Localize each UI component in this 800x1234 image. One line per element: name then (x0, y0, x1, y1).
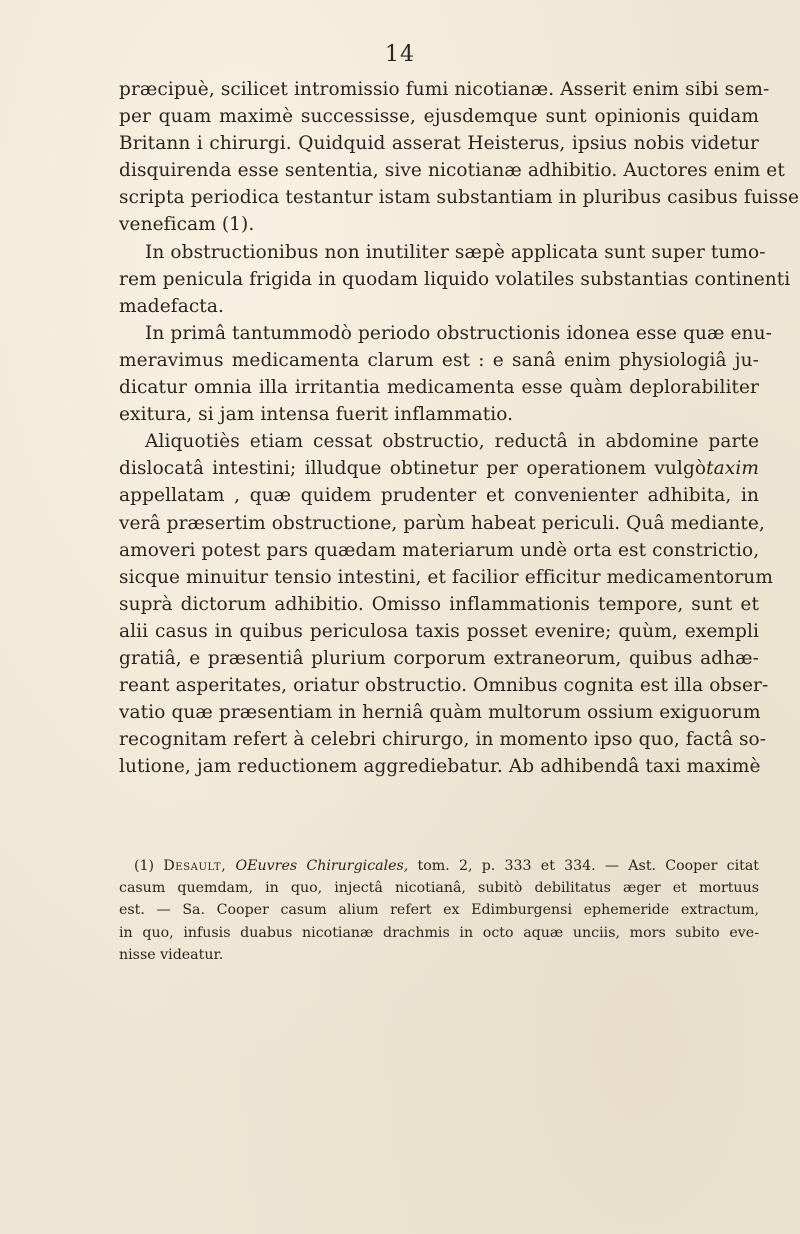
footnote-line: est. — Sa. Cooper casum alium refert ex Edimburgensi ephemeride extractum, (119, 902, 759, 919)
footnote-first-line (119, 855, 759, 877)
text-line: meravimus medicamenta clarum est : e sanâ enim physiologiâ ju- (119, 349, 759, 371)
text-line: lutione, jam reductionem aggrediebatur. Ab adhibendâ taxi maximè (119, 756, 761, 778)
text-segment: dislocatâ intestini; illudque obtinetur per operationem vulgò (119, 458, 707, 480)
footnote-line: nisse videatur. (119, 946, 224, 963)
footnote-text: tom. 2, p. 333 et 334. — Ast. Cooper citat (417, 858, 759, 874)
text-line-with-italic (119, 455, 759, 482)
text-line: dicatur omnia illa irritantia medicamenta esse quàm deplorabiliter (119, 377, 759, 399)
text-line: appellatam , quæ quidem prudenter et convenienter adhibita, in (119, 485, 759, 507)
text-line: recognitam refert à celebri chirurgo, in momento ipso quo, factâ so- (119, 729, 767, 751)
text-line: amoveri potest pars quædam materiarum undè orta est constrictio, (119, 539, 760, 561)
text-line: veneficam (1). (119, 214, 255, 236)
page-number: 14 (385, 42, 415, 67)
footnote-work-title: OEuvres Chirurgicales, (235, 858, 409, 874)
text-line: Britann i chirurgi. Quidquid asserat Heisterus, ipsius nobis videtur (119, 133, 759, 155)
footnote-marker: (1) (134, 858, 155, 874)
text-line: suprà dictorum adhibitio. Omisso inflammationis tempore, sunt et (119, 593, 759, 615)
text-line: scripta periodica testantur istam substantiam in pluribus casibus fuisse (119, 187, 800, 209)
text-line: reant asperitates, oriatur obstructio. Omnibus cognita est illa obser- (119, 675, 769, 697)
text-line: vatio quæ præsentiam in herniâ quàm multorum ossium exiguorum (119, 702, 761, 724)
footnote (119, 855, 759, 966)
italic-term: taxim (706, 458, 759, 480)
text-line: alii casus in quibus periculosa taxis posset evenire; quùm, exempli (119, 620, 759, 642)
text-line: exitura, si jam intensa fuerit inflammatio. (119, 404, 514, 426)
paragraph-start-line: Aliquotiès etiam cessat obstructio, reductâ in abdomine parte (145, 431, 759, 453)
footnote-line: in quo, infusis duabus nicotianæ drachmis in octo aquæ unciis, mors subito eve- (119, 924, 759, 941)
body-text (119, 76, 800, 780)
footnote-line: casum quemdam, in quo, injectâ nicotianâ, subitò debilitatus æger et mortuus (119, 880, 759, 897)
text-line: sicque minuitur tensio intestini, et facilior efficitur medicamentorum (119, 566, 773, 588)
text-line: præcipuè, scilicet intromissio fumi nicotianæ. Asserit enim sibi sem- (119, 79, 770, 100)
text-line: madefacta. (119, 295, 224, 317)
paragraph-start-line: In primâ tantummodò periodo obstructionis idonea esse quæ enu- (145, 322, 772, 344)
text-line: gratiâ, e præsentiâ plurium corporum extraneorum, quibus adhæ- (119, 647, 759, 669)
text-line: per quam maximè successisse, ejusdemque sunt opinionis quidam (119, 106, 759, 128)
text-line: rem penicula frigida in quodam liquido volatiles substantias continenti (119, 268, 791, 290)
text-line: verâ præsertim obstructione, parùm habeat periculi. Quâ mediante, (119, 512, 765, 534)
text-line: disquirenda esse sententia, sive nicotianæ adhibitio. Auctores enim et (119, 160, 785, 182)
paragraph-start-line: In obstructionibus non inutiliter sæpè applicata sunt super tumo- (145, 241, 766, 263)
footnote-author: Desault, (163, 858, 227, 874)
